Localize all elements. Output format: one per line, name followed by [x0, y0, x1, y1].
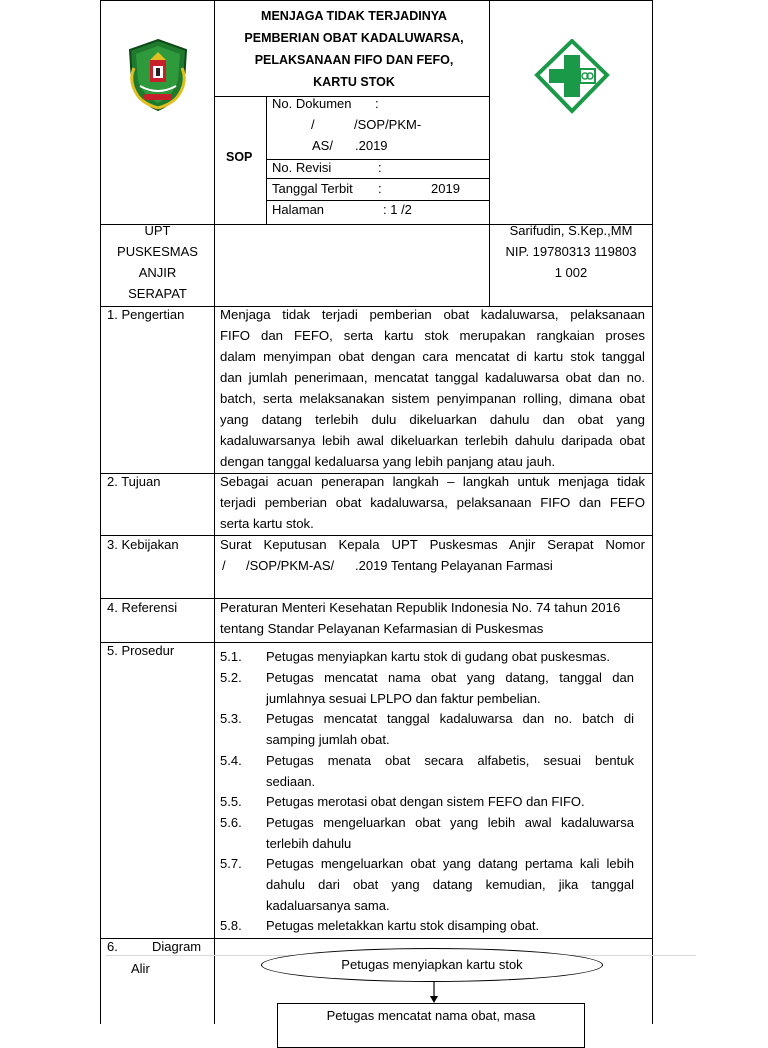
step-line: Petugas menata obat secara alfabetis, sesuai bentuk: [266, 753, 634, 768]
step-line: sediaan.: [266, 774, 316, 789]
section-label-diagram-num: 6.: [107, 939, 118, 954]
step-number: 5.3.: [220, 711, 242, 726]
text-line: terjadi pemberian obat kadaluwarsa, pelaksanaan FIFO dan FEFO: [220, 495, 645, 510]
section-label-tujuan: 2. Tujuan: [107, 474, 161, 489]
table-border-top: [100, 0, 653, 1]
org-name: [101, 220, 214, 304]
revision-colon: :: [378, 160, 382, 175]
step-text: [266, 853, 634, 916]
text-line: Surat Keputusan Kepala UPT Puskesmas Anjir Serapat Nomor: [220, 537, 645, 552]
section-label-alir: Alir: [131, 961, 150, 976]
org-line-2: PUSKESMAS: [117, 244, 198, 259]
org-line-3: ANJIR: [138, 265, 177, 280]
title-line-1: MENJAGA TIDAK TERJADINYA: [261, 9, 447, 23]
health-cross-logo: [533, 39, 611, 115]
step-line: samping jumlah obat.: [266, 732, 390, 747]
page-value: : 1 /2: [383, 202, 412, 217]
table-border-left: [100, 0, 101, 1024]
step-text: [266, 812, 634, 854]
doc-number-slash: /: [311, 117, 315, 132]
text-line: tentang Standar Pelayanan Kefarmasian di Puskesmas: [220, 621, 544, 636]
text-line: kadaluwarsanya lebih awal dikeluarkan terlebih dahulu daripada obat: [220, 433, 645, 448]
step-line: kadaluarsanya sama.: [266, 898, 390, 913]
page-label: Halaman: [272, 202, 325, 217]
referensi-text: [220, 597, 648, 639]
text-line: batch, serta melaksanakan sistem penyimpanan rolling, dimana obat: [220, 391, 645, 406]
section-label-pengertian: 1. Pengertian: [107, 307, 185, 322]
step-number: 5.1.: [220, 649, 242, 664]
doc-number-code2: AS/: [312, 138, 333, 153]
step-line: Petugas merotasi obat dengan sistem FEFO dan FIFO.: [266, 794, 585, 809]
text-line: dalam menyimpan obat dengan cara mencatat di kartu stok tanggal: [220, 349, 645, 364]
step-text: [266, 915, 634, 936]
revision-label: No. Revisi: [272, 160, 332, 175]
section-label-diagram: Diagram: [152, 939, 202, 954]
step-line: Petugas mengeluarkan obat yang lebih awal kadaluwarsa: [266, 815, 634, 830]
kebijakan-text: [220, 534, 645, 555]
text-line: FIFO dan FEFO, serta kartu stok merupakan rangkaian proses: [220, 328, 645, 343]
step-line: Petugas menyiapkan kartu stok di gudang obat puskesmas.: [266, 649, 610, 664]
flow-start-node: [261, 948, 603, 982]
flow-arrow: [430, 981, 438, 1003]
section-label-referensi: 4. Referensi: [107, 600, 178, 615]
tujuan-text: [220, 471, 645, 534]
signer-nip: NIP. 19780313 119803: [505, 244, 637, 259]
pengertian-text: [220, 304, 645, 472]
step-line: Petugas mencatat tanggal kadaluwarsa dan no. batch di: [266, 711, 634, 726]
doc-number-code: /SOP/PKM-: [354, 117, 422, 132]
step-number: 5.2.: [220, 670, 242, 685]
text-line: serta kartu stok.: [220, 516, 314, 531]
step-line: Petugas meletakkan kartu stok disamping obat.: [266, 918, 540, 933]
issue-date-label: Tanggal Terbit: [272, 181, 353, 196]
header-split-line: [214, 96, 490, 97]
signer-nip-2: 1 002: [554, 265, 588, 280]
org-line-1: UPT: [144, 223, 171, 238]
title-line-2: PEMBERIAN OBAT KADALUWARSA,: [244, 31, 464, 45]
title-line-3: PELAKSANAAN FIFO DAN FEFO,: [254, 53, 454, 67]
doc-number-label: No. Dokumen: [272, 96, 352, 111]
step-text: [266, 750, 634, 792]
step-line: dahulu dari obat yang datang kemudian, jika tanggal: [266, 877, 634, 892]
step-line: jumlahnya sesuai LPLPO dan faktur pembelian.: [266, 691, 541, 706]
text-line: dengan tanggal kedaluarsa yang lebih panjang atau jauh.: [220, 454, 556, 469]
section-label-kebijakan: 3. Kebijakan: [107, 537, 179, 552]
signer-name: Sarifudin, S.Kep.,MM: [509, 223, 633, 238]
signer-block: [490, 220, 652, 283]
step-text: [266, 791, 634, 812]
text-line: Sebagai acuan penerapan langkah – langkah untuk menjaga tidak: [220, 474, 645, 489]
section-label-prosedur: 5. Prosedur: [107, 643, 175, 658]
step-number: 5.8.: [220, 918, 242, 933]
issue-date-value: 2019: [431, 181, 460, 196]
col-divider-doc: [266, 96, 267, 224]
step-text: [266, 646, 634, 667]
step-number: 5.4.: [220, 753, 242, 768]
step-number: 5.6.: [220, 815, 242, 830]
text-line: yang datang terlebih dulu dikeluarkan dahulu dan obat yang: [220, 412, 645, 427]
kebijakan-rest: .2019 Tentang Pelayanan Farmasi: [355, 558, 553, 573]
kebijakan-code: /SOP/PKM-AS/: [246, 558, 335, 573]
document-title: [218, 5, 490, 93]
regional-logo: [120, 38, 196, 114]
step-line: terlebih dahulu: [266, 836, 352, 851]
step-line: Petugas mengeluarkan obat yang datang pertama kali lebih: [266, 856, 634, 871]
col-divider-1: [214, 0, 215, 1024]
step-number: 5.7.: [220, 856, 242, 871]
kebijakan-slash: /: [222, 558, 226, 573]
step-text: [266, 708, 634, 750]
row-line-referensi: [100, 642, 653, 643]
flow-start-label: Petugas menyiapkan kartu stok: [341, 957, 523, 972]
issue-date-colon: :: [378, 181, 382, 196]
doc-number-colon: :: [375, 96, 379, 111]
flow-process-label: Petugas mencatat nama obat, masa: [326, 1008, 536, 1023]
step-line: Petugas mencatat nama obat yang datang, tanggal dan: [266, 670, 634, 685]
table-border-right: [652, 0, 653, 1024]
org-line-4: SERAPAT: [128, 286, 187, 301]
flow-process-node: [277, 1003, 585, 1048]
title-line-4: KARTU STOK: [313, 75, 395, 89]
step-number: 5.5.: [220, 794, 242, 809]
step-text: [266, 667, 634, 709]
text-line: Menjaga tidak terjadi pemberian obat kadaluwarsa, pelaksanaan: [220, 307, 645, 322]
text-line: dan jumlah penerimaan, mencatat tanggal kadaluwarsa obat dan no.: [220, 370, 645, 385]
text-line: Peraturan Menteri Kesehatan Republik Indonesia No. 74 tahun 2016: [220, 600, 621, 615]
doc-number-year: .2019: [355, 138, 388, 153]
sop-label: SOP: [226, 150, 253, 164]
